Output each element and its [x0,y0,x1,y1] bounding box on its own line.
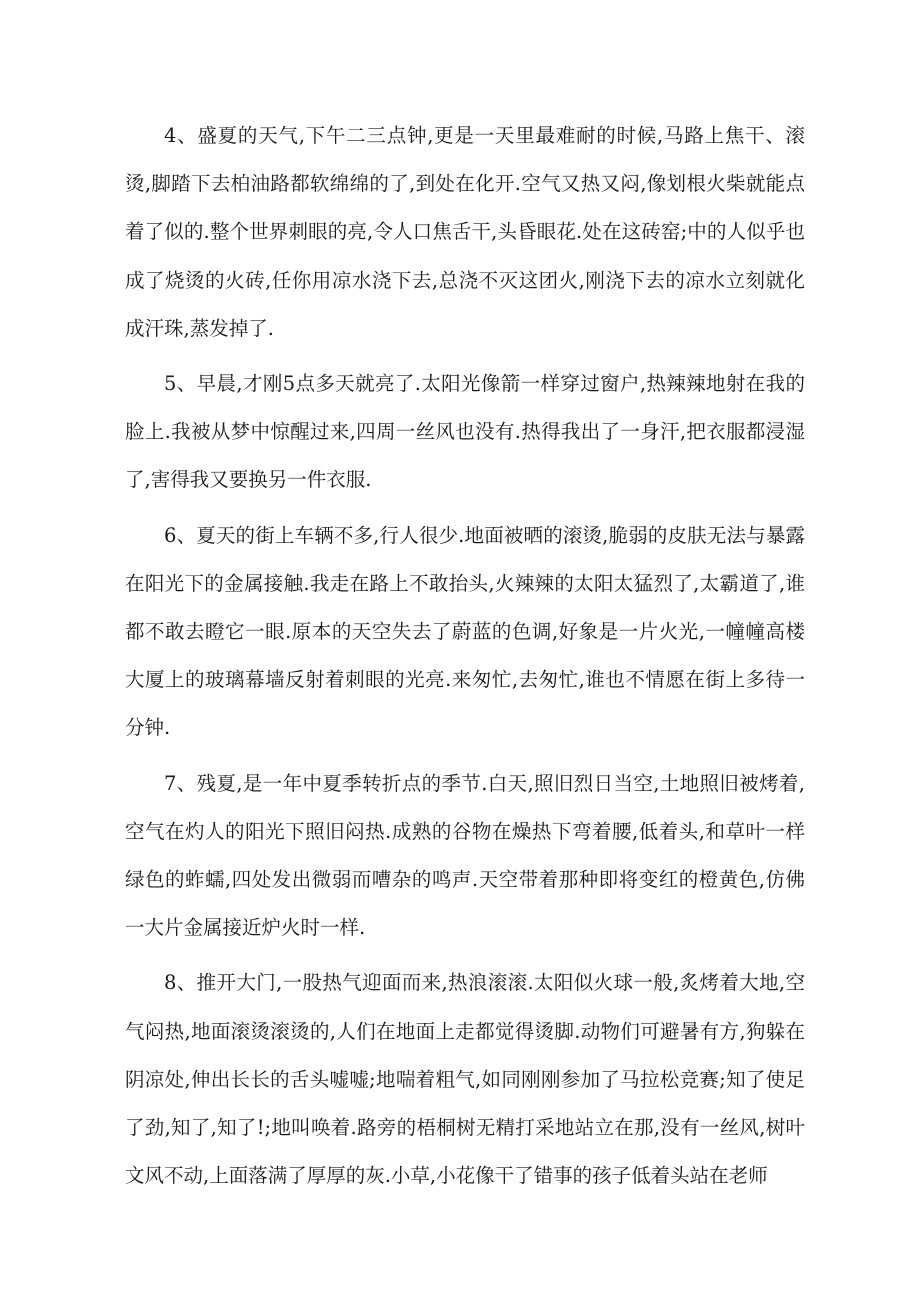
document-body [125,112,805,1207]
paragraph-8: 8、推开大门,一股热气迎面而来,热浪滚滚.太阳似火球一般,炙烤着大地,空气闷热,地面滚烫滚烫的,人们在地面上走都觉得烫脚.动物们可避暑有方,狗躲在阴凉处,伸出长长的舌头嘘嘘;地喘着粗气,如同刚刚参加了马拉松竞赛;知了使足了劲,知了,知了!;地叫唤着.路旁的梧桐树无精打采地站立在那,没有一丝风,树叶文风不动,上面落满了厚厚的灰.小草,小花像干了错事的孩子低着头站在老师 [125,971,805,1188]
paragraph-6: 6、夏天的街上车辆不多,行人很少.地面被晒的滚烫,脆弱的皮肤无法与暴露在阳光下的金属接触.我走在路上不敢抬头,火辣辣的太阳太猛烈了,太霸道了,谁都不敢去瞪它一眼.原本的天空失去了蔚蓝的色调,好象是一片火光,一幢幢高楼大厦上的玻璃幕墙反射着刺眼的光亮.来匆忙,去匆忙,谁也不情愿在街上多待一分钟. [125,523,805,740]
paragraph-5: 5、早晨,才刚5点多天就亮了.太阳光像箭一样穿过窗户,热辣辣地射在我的脸上.我被从梦中惊醒过来,四周一丝风也没有.热得我出了一身汗,把衣服都浸湿了,害得我又要换另一件衣服. [125,372,805,492]
paragraph-4: 4、盛夏的天气,下午二三点钟,更是一天里最难耐的时候,马路上焦干、滚烫,脚踏下去柏油路都软绵绵的了,到处在化开.空气又热又闷,像划根火柴就能点着了似的.整个世界刺眼的亮,令人口焦舌干,头昏眼花.处在这砖窑;中的人似乎也成了烧烫的火砖,任你用凉水浇下去,总浇不灭这团火,刚浇下去的凉水立刻就化成汗珠,蒸发掉了. [125,124,805,340]
paragraph-7: 7、残夏,是一年中夏季转折点的季节.白天,照旧烈日当空,土地照旧被烤着,空气在灼人的阳光下照旧闷热.成熟的谷物在燥热下弯着腰,低着头,和草叶一样绿色的蚱蠕,四处发出微弱而嘈杂的鸣声.天空带着那种即将变红的橙黄色,仿佛一大片金属接近炉火时一样. [125,771,805,940]
